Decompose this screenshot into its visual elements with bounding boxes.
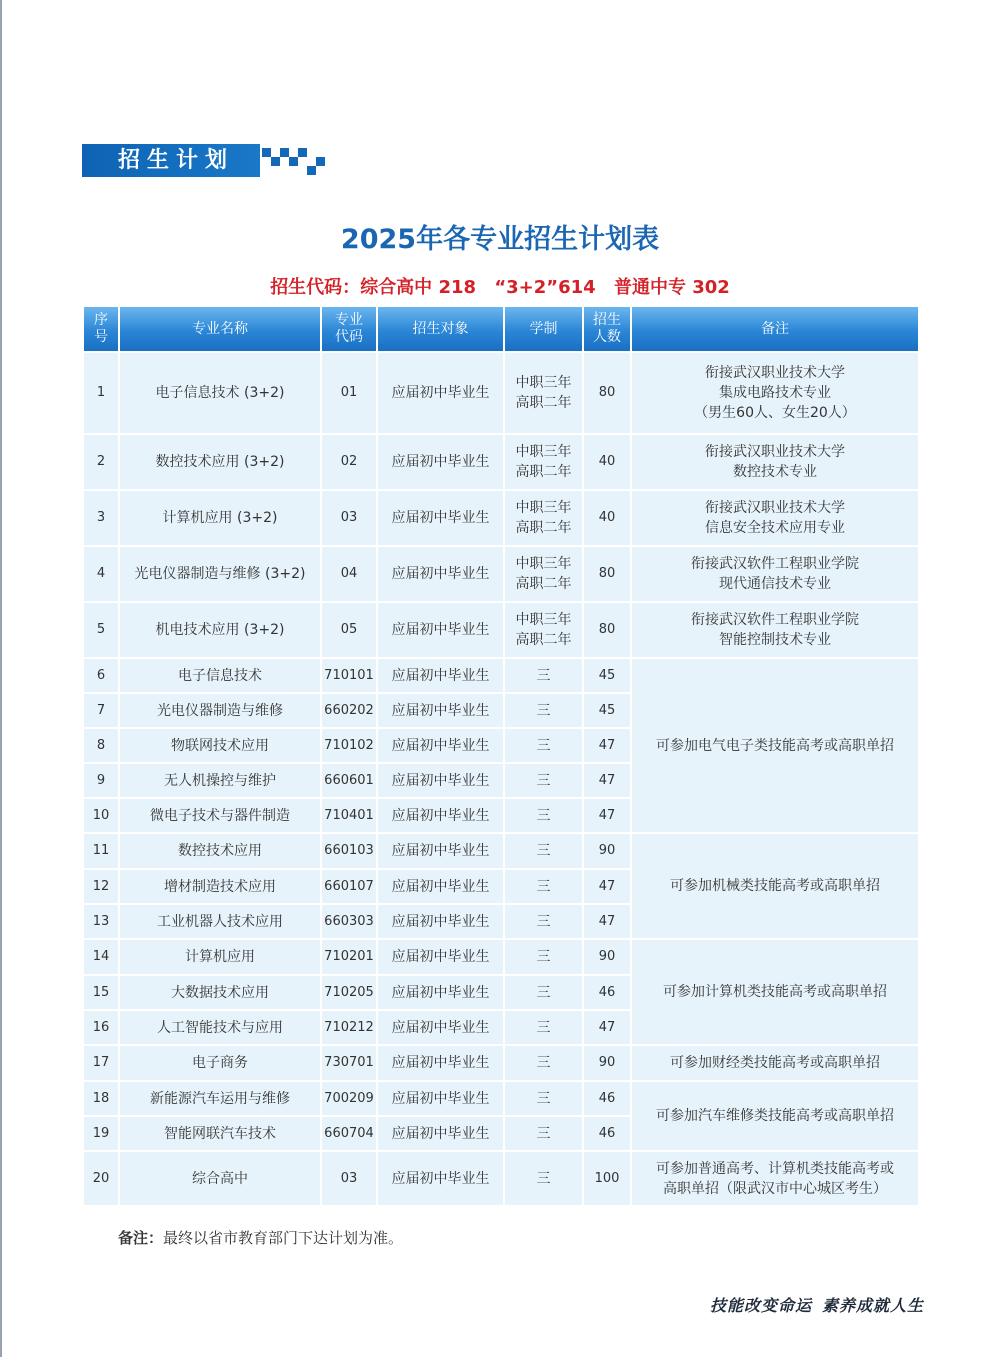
cell-no: 13 (83, 904, 119, 939)
cell-name: 计算机应用 (119, 939, 321, 975)
cell-target: 应届初中毕业生 (377, 1045, 504, 1081)
cell-name: 人工智能技术与应用 (119, 1010, 321, 1045)
cell-count: 80 (583, 546, 631, 602)
cell-no: 5 (83, 602, 119, 658)
cell-remark: 衔接武汉职业技术大学 数控技术专业 (631, 434, 919, 490)
cell-name: 新能源汽车运用与维修 (119, 1081, 321, 1116)
cell-name: 光电仪器制造与维修 (3+2) (119, 546, 321, 602)
cell-code: 700209 (321, 1081, 377, 1116)
cell-no: 19 (83, 1116, 119, 1151)
cell-remark-group: 可参加财经类技能高考或高职单招 (631, 1045, 919, 1081)
cell-code: 660107 (321, 869, 377, 904)
table-header-row (83, 306, 919, 352)
cell-target: 应届初中毕业生 (377, 546, 504, 602)
cell-remark-group: 可参加电气电子类技能高考或高职单招 (631, 658, 919, 833)
cell-duration: 三 (504, 798, 583, 833)
slogan (710, 1293, 924, 1316)
cell-no: 20 (83, 1151, 119, 1206)
footnote (118, 1226, 403, 1250)
cell-target: 应届初中毕业生 (377, 833, 504, 869)
cell-count: 90 (583, 833, 631, 869)
table-title: 2025年各专业招生计划表 (340, 224, 660, 255)
cell-name: 大数据技术应用 (119, 975, 321, 1010)
cell-duration: 三 (504, 939, 583, 975)
cell-target: 应届初中毕业生 (377, 869, 504, 904)
cell-code: 660202 (321, 693, 377, 728)
enrollment-codes (0, 274, 1000, 302)
cell-code: 02 (321, 434, 377, 490)
table-row (83, 1045, 919, 1081)
section-title: 招生计划 (118, 148, 235, 173)
cell-target: 应届初中毕业生 (377, 904, 504, 939)
cell-name: 数控技术应用 (3+2) (119, 434, 321, 490)
cell-remark-group: 可参加计算机类技能高考或高职单招 (631, 939, 919, 1045)
slogan-part2: 素养成就人生 (821, 1296, 924, 1315)
cell-duration: 三 (504, 658, 583, 693)
header-target: 招生对象 (377, 306, 504, 352)
cell-target: 应届初中毕业生 (377, 352, 504, 434)
cell-count: 47 (583, 763, 631, 798)
cell-code: 04 (321, 546, 377, 602)
table-row (83, 490, 919, 546)
cell-target: 应届初中毕业生 (377, 1151, 504, 1206)
cell-remark: 衔接武汉软件工程职业学院 智能控制技术专业 (631, 602, 919, 658)
footnote-label: 备注： (118, 1229, 164, 1247)
cell-count: 40 (583, 434, 631, 490)
cell-count: 47 (583, 798, 631, 833)
cell-name: 电子信息技术 (3+2) (119, 352, 321, 434)
cell-target: 应届初中毕业生 (377, 434, 504, 490)
cell-count: 40 (583, 490, 631, 546)
cell-target: 应届初中毕业生 (377, 490, 504, 546)
cell-name: 微电子技术与器件制造 (119, 798, 321, 833)
cell-name: 机电技术应用 (3+2) (119, 602, 321, 658)
table-row (83, 434, 919, 490)
cell-duration: 三 (504, 1045, 583, 1081)
cell-target: 应届初中毕业生 (377, 1010, 504, 1045)
cell-no: 17 (83, 1045, 119, 1081)
cell-target: 应届初中毕业生 (377, 939, 504, 975)
table-row (83, 602, 919, 658)
enrollment-plan-table (82, 305, 920, 1207)
cell-target: 应届初中毕业生 (377, 693, 504, 728)
cell-name: 光电仪器制造与维修 (119, 693, 321, 728)
codes-prefix: 招生代码： (270, 277, 361, 298)
cell-code: 03 (321, 1151, 377, 1206)
header-count: 招生人数 (583, 306, 631, 352)
section-banner (82, 144, 260, 177)
cell-duration: 中职三年 高职二年 (504, 434, 583, 490)
cell-no: 4 (83, 546, 119, 602)
cell-count: 80 (583, 352, 631, 434)
cell-name: 电子信息技术 (119, 658, 321, 693)
cell-count: 46 (583, 975, 631, 1010)
cell-no: 7 (83, 693, 119, 728)
cell-count: 46 (583, 1081, 631, 1116)
cell-remark-group: 可参加机械类技能高考或高职单招 (631, 833, 919, 939)
header-no: 序号 (83, 306, 119, 352)
cell-duration: 中职三年 高职二年 (504, 602, 583, 658)
cell-count: 90 (583, 1045, 631, 1081)
cell-duration: 三 (504, 904, 583, 939)
cell-target: 应届初中毕业生 (377, 658, 504, 693)
cell-no: 10 (83, 798, 119, 833)
cell-no: 3 (83, 490, 119, 546)
cell-duration: 三 (504, 763, 583, 798)
cell-code: 710101 (321, 658, 377, 693)
cell-remark: 衔接武汉职业技术大学 集成电路技术专业 （男生60人、女生20人） (631, 352, 919, 434)
header-code: 专业代码 (321, 306, 377, 352)
cell-code: 710401 (321, 798, 377, 833)
cell-duration: 三 (504, 833, 583, 869)
cell-duration: 三 (504, 693, 583, 728)
cell-name: 增材制造技术应用 (119, 869, 321, 904)
cell-code: 01 (321, 352, 377, 434)
table-body (83, 352, 919, 1206)
cell-name: 智能网联汽车技术 (119, 1116, 321, 1151)
cell-no: 16 (83, 1010, 119, 1045)
table-row (83, 1081, 919, 1116)
cell-target: 应届初中毕业生 (377, 728, 504, 763)
cell-count: 46 (583, 1116, 631, 1151)
cell-no: 6 (83, 658, 119, 693)
cell-code: 05 (321, 602, 377, 658)
cell-no: 18 (83, 1081, 119, 1116)
cell-code: 660303 (321, 904, 377, 939)
cell-name: 电子商务 (119, 1045, 321, 1081)
cell-count: 47 (583, 869, 631, 904)
cell-no: 14 (83, 939, 119, 975)
cell-count: 47 (583, 904, 631, 939)
cell-code: 660601 (321, 763, 377, 798)
cell-code: 710102 (321, 728, 377, 763)
cell-count: 90 (583, 939, 631, 975)
cell-code: 660704 (321, 1116, 377, 1151)
cell-count: 47 (583, 728, 631, 763)
table-row (83, 546, 919, 602)
cell-duration: 中职三年 高职二年 (504, 352, 583, 434)
cell-no: 8 (83, 728, 119, 763)
cell-duration: 中职三年 高职二年 (504, 490, 583, 546)
header-duration: 学制 (504, 306, 583, 352)
cell-code: 03 (321, 490, 377, 546)
page-edge-line (0, 0, 2, 1357)
header-remark: 备注 (631, 306, 919, 352)
cell-no: 12 (83, 869, 119, 904)
cell-duration: 三 (504, 1116, 583, 1151)
table-row (83, 833, 919, 869)
cell-name: 计算机应用 (3+2) (119, 490, 321, 546)
cell-duration: 三 (504, 869, 583, 904)
header-name: 专业名称 (119, 306, 321, 352)
cell-target: 应届初中毕业生 (377, 763, 504, 798)
code-general-high: 综合高中 218 (360, 277, 477, 298)
cell-duration: 三 (504, 1010, 583, 1045)
cell-remark: 可参加普通高考、计算机类技能高考或 高职单招（限武汉市中心城区考生） (631, 1151, 919, 1206)
cell-no: 15 (83, 975, 119, 1010)
cell-name: 物联网技术应用 (119, 728, 321, 763)
cell-target: 应届初中毕业生 (377, 1116, 504, 1151)
cell-duration: 三 (504, 1081, 583, 1116)
cell-remark: 衔接武汉软件工程职业学院 现代通信技术专业 (631, 546, 919, 602)
cell-no: 2 (83, 434, 119, 490)
cell-target: 应届初中毕业生 (377, 798, 504, 833)
footnote-text: 最终以省市教育部门下达计划为准。 (163, 1229, 404, 1247)
cell-code: 710212 (321, 1010, 377, 1045)
cell-count: 80 (583, 602, 631, 658)
table-row (83, 352, 919, 434)
code-three-two: “3+2”614 (494, 277, 596, 298)
cell-remark: 衔接武汉职业技术大学 信息安全技术应用专业 (631, 490, 919, 546)
cell-target: 应届初中毕业生 (377, 1081, 504, 1116)
cell-duration: 三 (504, 1151, 583, 1206)
cell-target: 应届初中毕业生 (377, 975, 504, 1010)
table-row (83, 1151, 919, 1206)
cell-code: 710201 (321, 939, 377, 975)
slogan-part1: 技能改变命运 (709, 1296, 812, 1315)
cell-code: 710205 (321, 975, 377, 1010)
cell-remark-group: 可参加汽车维修类技能高考或高职单招 (631, 1081, 919, 1151)
cell-count: 100 (583, 1151, 631, 1206)
cell-code: 660103 (321, 833, 377, 869)
cell-no: 11 (83, 833, 119, 869)
code-vocational: 普通中专 302 (613, 277, 730, 298)
cell-name: 工业机器人技术应用 (119, 904, 321, 939)
cell-no: 9 (83, 763, 119, 798)
table-row (83, 939, 919, 975)
cell-name: 无人机操控与维护 (119, 763, 321, 798)
cell-no: 1 (83, 352, 119, 434)
cell-name: 数控技术应用 (119, 833, 321, 869)
cell-duration: 三 (504, 975, 583, 1010)
cell-count: 47 (583, 1010, 631, 1045)
cell-duration: 三 (504, 728, 583, 763)
cell-count: 45 (583, 658, 631, 693)
table-row (83, 658, 919, 693)
cell-target: 应届初中毕业生 (377, 602, 504, 658)
cell-code: 730701 (321, 1045, 377, 1081)
cell-count: 45 (583, 693, 631, 728)
cell-name: 综合高中 (119, 1151, 321, 1206)
cell-duration: 中职三年 高职二年 (504, 546, 583, 602)
